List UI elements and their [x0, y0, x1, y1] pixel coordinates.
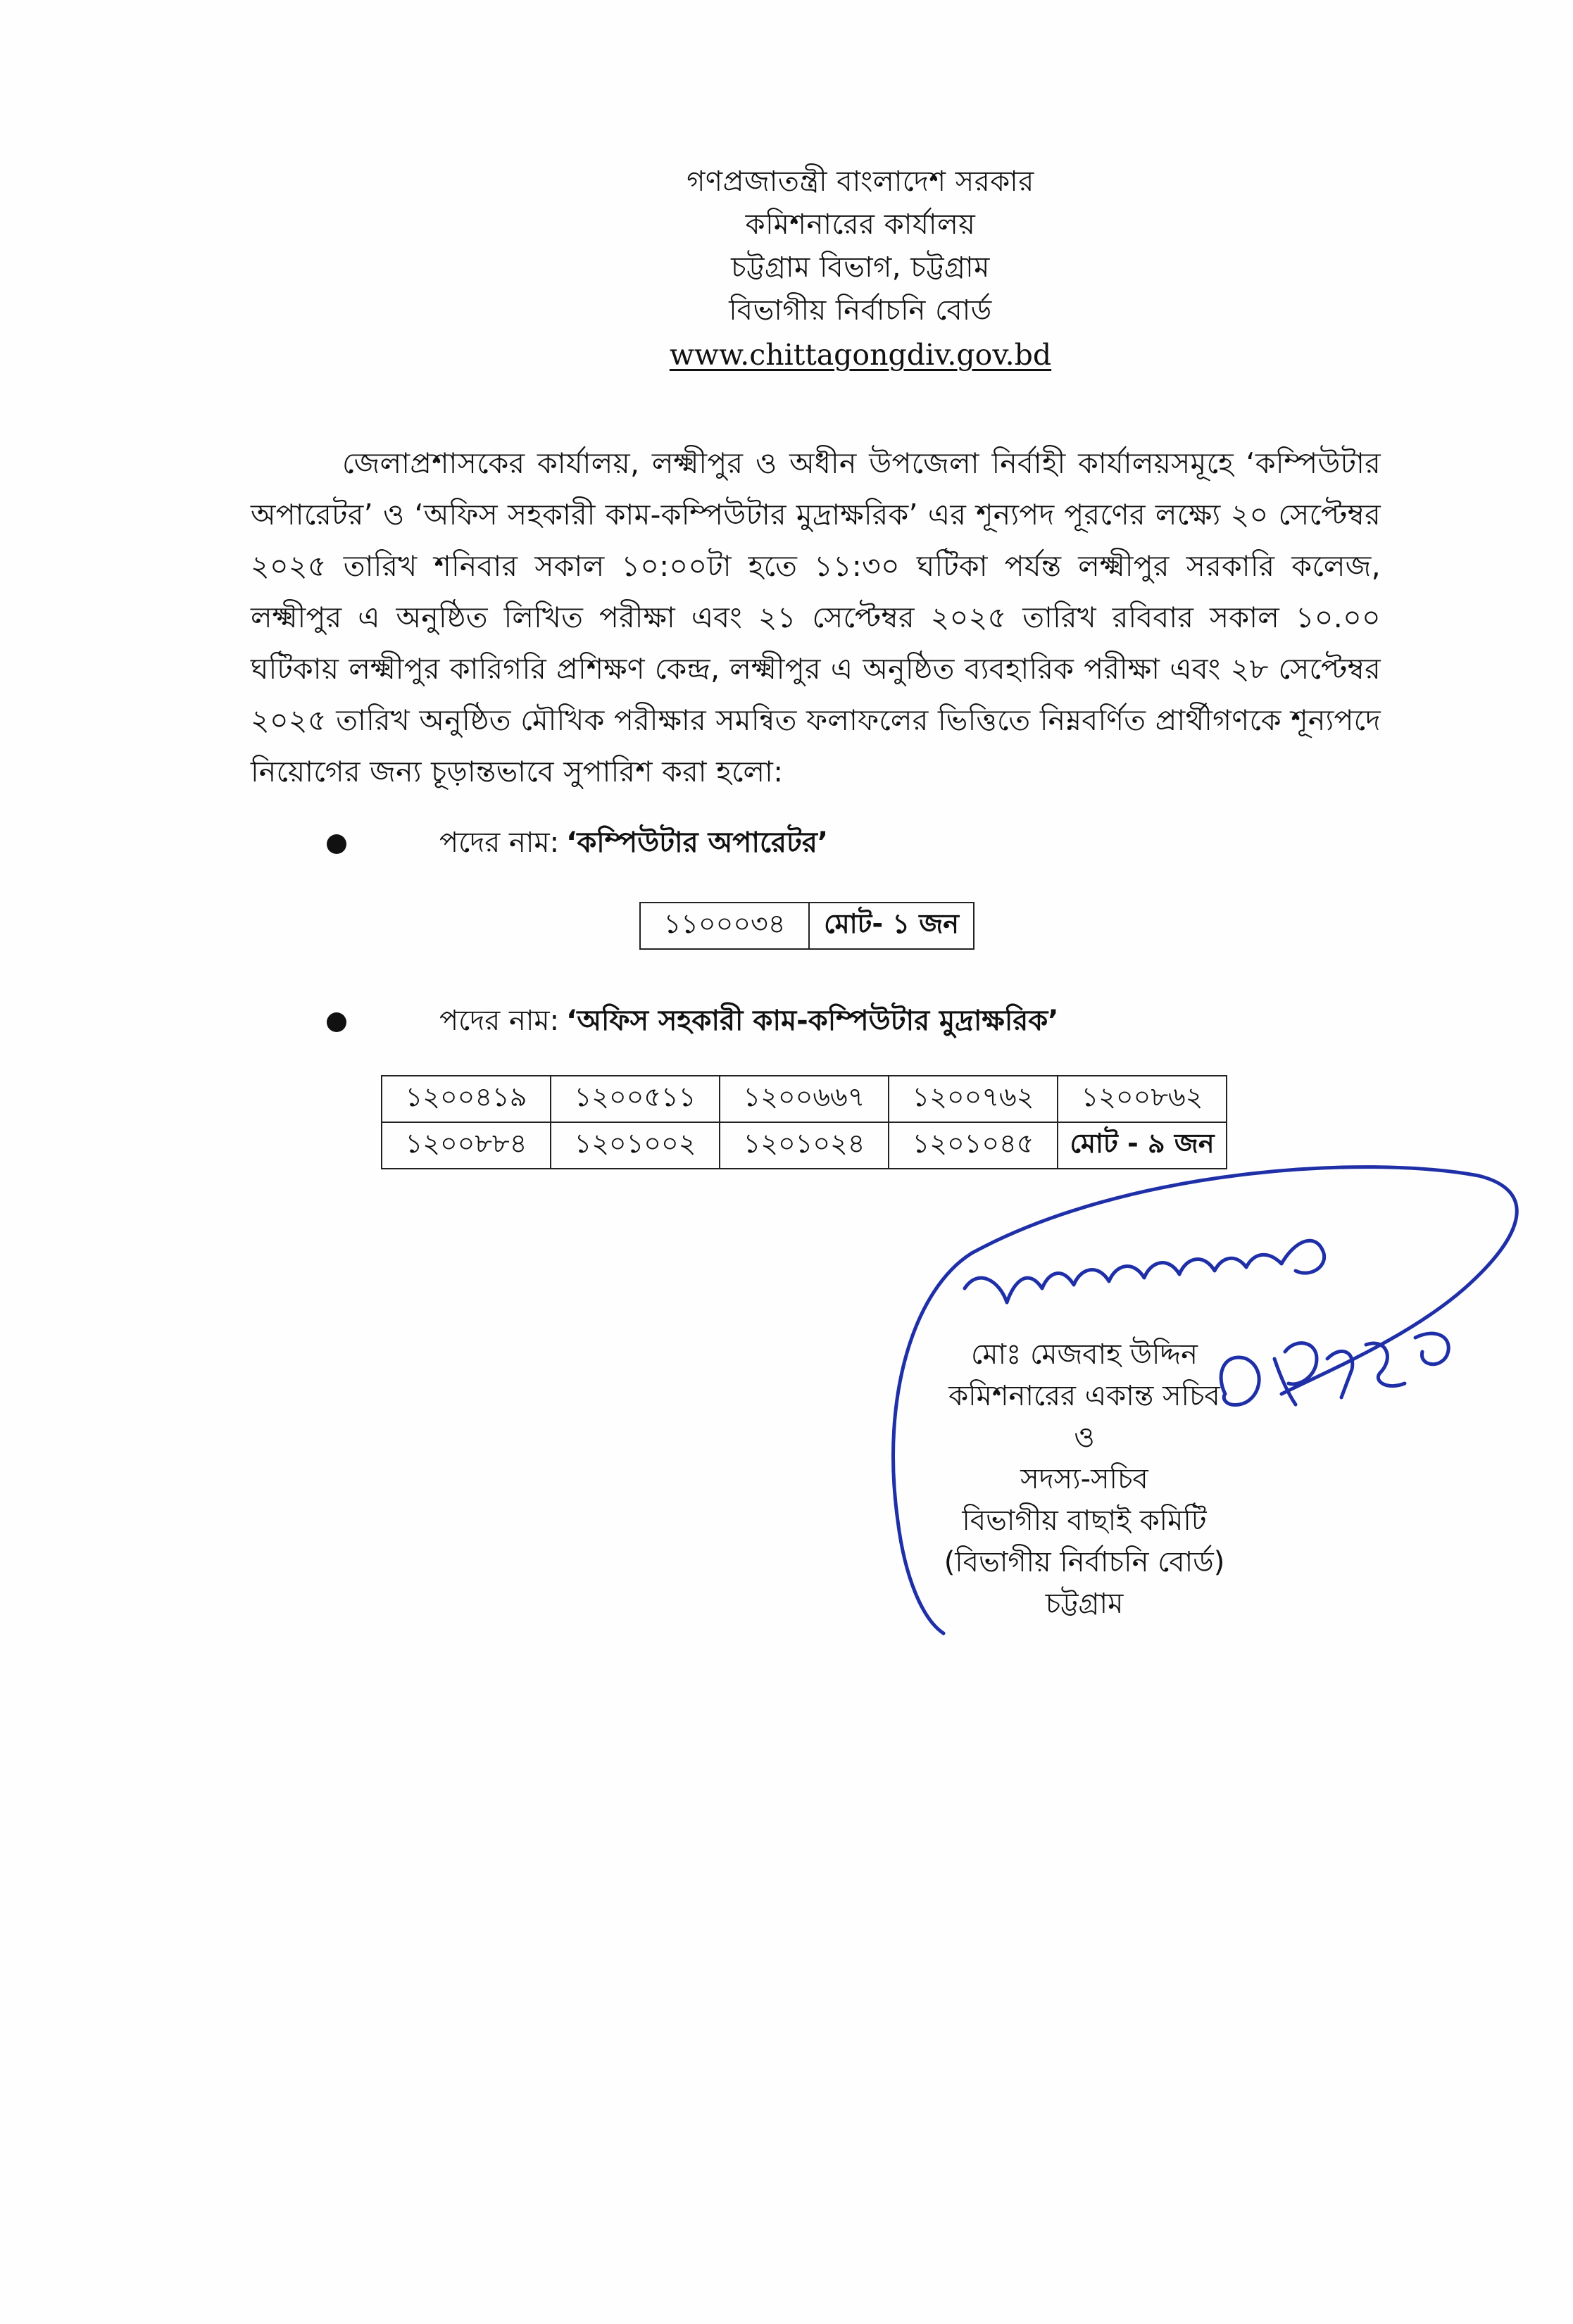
total-count: মোট - ৯ জন — [1058, 1122, 1227, 1169]
roll-number: ১২০০৮৬২ — [1058, 1076, 1227, 1122]
post-label: পদের নাম: — [439, 827, 560, 859]
post-heading-computer-operator — [327, 820, 828, 867]
post-name: ‘কম্পিউটার অপারেটর’ — [566, 827, 829, 859]
signatory-location: চট্টগ্রাম — [1045, 1588, 1124, 1620]
roll-number: ১১০০০৩৪ — [640, 903, 809, 949]
signatory-conjunction: ও — [1074, 1421, 1095, 1454]
post-label: পদের নাম: — [439, 1005, 560, 1037]
letterhead — [0, 161, 1573, 377]
roll-number: ১২০০৫১১ — [551, 1076, 720, 1122]
recommendation-paragraph: জেলাপ্রশাসকের কার্যালয়, লক্ষ্মীপুর ও অধীন উপজেলা নির্বাহী কার্যালয়সমূহে ‘কম্পিউটার অপারেটর’ ও ‘অফিস সহকারী কাম-কম্পিউটার মুদ্রাক্ষরিক’ এর শূন্যপদ পূরণের লক্ষ্যে ২০ সেপ্টেম্বর ২০২৫ তারিখ শনিবার সকাল ১০:০০টা হতে ১১:৩০ ঘটিকা পর্যন্ত লক্ষ্মীপুর সরকারি কলেজ, লক্ষ্মীপুর এ অনুষ্ঠিত লিখিত পরীক্ষা এবং ২১ সেপ্টেম্বর ২০২৫ তারিখ রবিবার সকাল ১০.০০ ঘটিকায় লক্ষ্মীপুর কারিগরি প্রশিক্ষণ কেন্দ্র, লক্ষ্মীপুর এ অনুষ্ঠিত ব্যবহারিক পরীক্ষা এবং ২৮ সেপ্টেম্বর ২০২৫ তারিখ অনুষ্ঠিত মৌখিক পরীক্ষার সমন্বিত ফলাফলের ভিত্তিতে নিম্নবর্ণিত প্রার্থীগণকে শূন্যপদে নিয়োগের জন্য চূড়ান্তভাবে সুপারিশ করা হলো: — [251, 446, 1381, 789]
website-link[interactable]: www.chittagongdiv.gov.bd — [669, 338, 1052, 372]
roll-number: ১২০১০৪৫ — [889, 1122, 1058, 1169]
signatory-designation: কমিশনারের একান্ত সচিব — [948, 1380, 1220, 1412]
post-heading-office-assistant — [327, 998, 1058, 1045]
table-row — [382, 1076, 1227, 1122]
signatory-role: সদস্য-সচিব — [1020, 1463, 1148, 1495]
signatory-committee: বিভাগীয় বাছাই কমিটি — [962, 1505, 1207, 1537]
signatory-board: (বিভাগীয় নির্বাচনি বোর্ড) — [944, 1546, 1225, 1578]
bullet-icon — [327, 1012, 346, 1032]
table-row — [640, 903, 974, 949]
division-title: চট্টগ্রাম বিভাগ, চট্টগ্রাম — [731, 251, 990, 284]
signatory-name: মোঃ মেজবাহ উদ্দিন — [971, 1338, 1198, 1371]
government-title: গণপ্রজাতন্ত্রী বাংলাদেশ সরকার — [687, 165, 1034, 198]
roll-number: ১২০১০২৪ — [720, 1122, 889, 1169]
office-title: কমিশনারের কার্যালয় — [745, 208, 976, 241]
roll-number: ১২০০৭৬২ — [889, 1076, 1058, 1122]
total-count: মোট- ১ জন — [809, 903, 974, 949]
roll-number: ১২০০৮৮৪ — [382, 1122, 551, 1169]
board-title: বিভাগীয় নির্বাচনি বোর্ড — [729, 294, 992, 327]
roll-table-computer-operator — [639, 902, 974, 950]
roll-number: ১২০১০০২ — [551, 1122, 720, 1169]
bullet-icon — [327, 834, 346, 854]
roll-number: ১২০০৬৬৭ — [720, 1076, 889, 1122]
roll-number: ১২০০৪১৯ — [382, 1076, 551, 1122]
post-name: ‘অফিস সহকারী কাম-কম্পিউটার মুদ্রাক্ষরিক’ — [566, 1005, 1059, 1037]
signatory-block — [944, 1334, 1225, 1625]
